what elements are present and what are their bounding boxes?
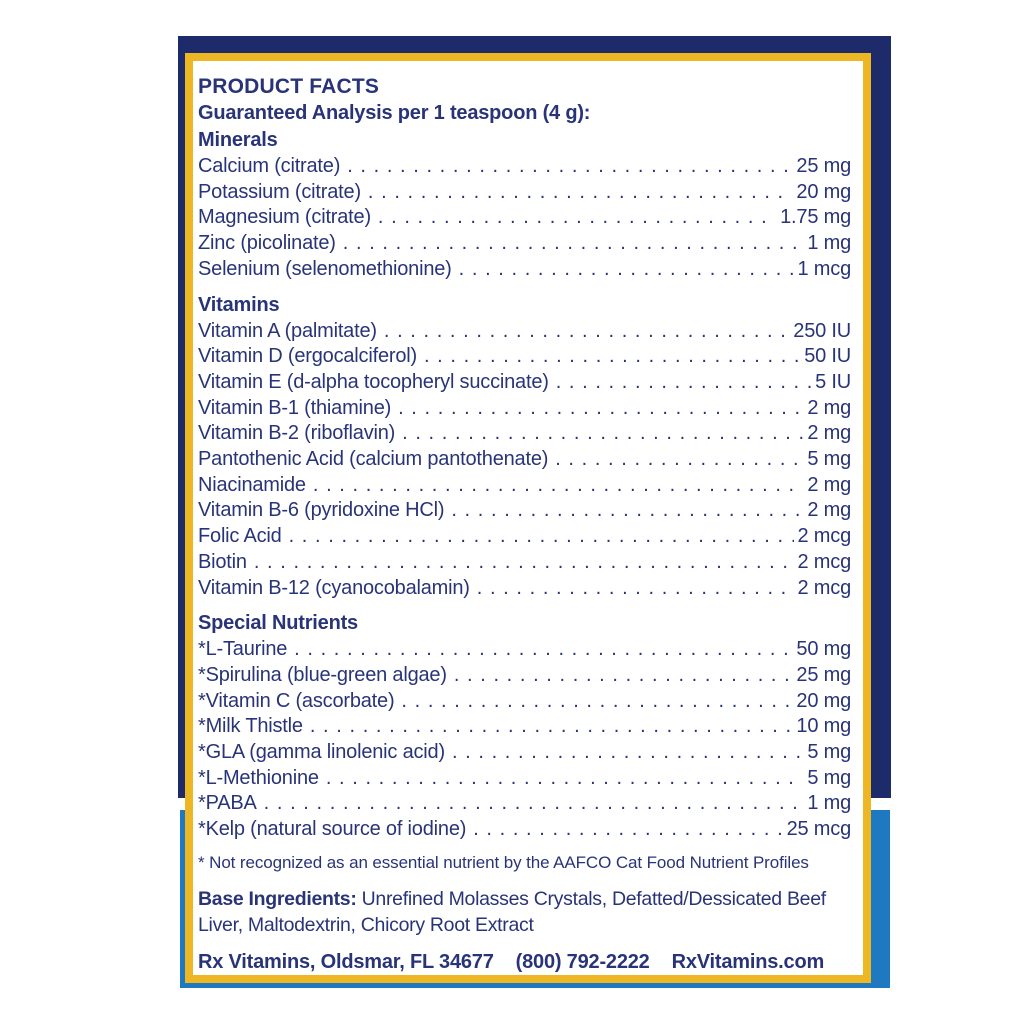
nutrient-label: Selenium (selenomethionine) — [198, 257, 452, 280]
nutrient-value: 1.75 mg — [780, 206, 851, 229]
nutrient-label: Vitamin B-2 (riboflavin) — [198, 422, 396, 445]
nutrient-row — [198, 205, 851, 231]
nutrient-row — [198, 421, 851, 447]
nutrient-row — [198, 447, 851, 473]
manufacturer-address: Rx Vitamins, Oldsmar, FL 34677 — [198, 950, 494, 973]
nutrient-row — [198, 740, 851, 766]
nutrient-label: Vitamin B-6 (pyridoxine HCl) — [198, 499, 445, 522]
nutrient-row — [198, 663, 851, 689]
nutrient-value: 5 mg — [807, 448, 851, 471]
nutrient-row — [198, 231, 851, 257]
nutrient-row — [198, 498, 851, 524]
nutrient-label: Potassium (citrate) — [198, 180, 361, 203]
nutrient-value: 2 mg — [807, 473, 851, 496]
nutrient-value: 2 mcg — [797, 576, 851, 599]
base-ingredients-label: Base Ingredients: — [198, 887, 357, 910]
nutrient-value: 1 mg — [807, 232, 851, 255]
nutrient-label: *L-Methionine — [198, 766, 319, 789]
nutrient-label: Folic Acid — [198, 525, 282, 548]
nutrient-value: 5 mg — [807, 766, 851, 789]
dot-leader — [555, 447, 803, 473]
nutrient-row — [198, 766, 851, 792]
nutrient-label: *GLA (gamma linolenic acid) — [198, 741, 445, 764]
nutrient-row — [198, 344, 851, 370]
nutrient-value: 50 mg — [796, 638, 851, 661]
manufacturer-phone: (800) 792-2222 — [515, 950, 650, 973]
nutrient-row — [198, 180, 851, 206]
section-rows — [198, 319, 851, 602]
nutrient-value: 1 mcg — [797, 257, 851, 280]
dot-leader — [477, 576, 794, 602]
nutrient-value: 5 mg — [807, 741, 851, 764]
dot-leader — [254, 550, 794, 576]
nutrient-row — [198, 714, 851, 740]
nutrient-value: 2 mcg — [797, 550, 851, 573]
nutrient-label: *Spirulina (blue-green algae) — [198, 663, 447, 686]
nutrient-value: 2 mg — [807, 396, 851, 419]
nutrient-row — [198, 576, 851, 602]
dot-leader — [473, 817, 782, 843]
dot-leader — [452, 740, 803, 766]
base-ingredients-text: Unrefined Molasses Crystals, Defatted/Dessicated Beef Liver, Maltodextrin, Chicory Root Extract — [198, 887, 826, 936]
nutrient-value: 50 IU — [804, 345, 851, 368]
dot-leader — [378, 205, 776, 231]
nutrient-row — [198, 257, 851, 283]
nutrient-value: 2 mcg — [797, 525, 851, 548]
nutrient-sections — [198, 127, 851, 843]
nutrient-row — [198, 154, 851, 180]
nutrient-label: Vitamin A (palmitate) — [198, 319, 377, 342]
section-header: Minerals — [198, 129, 278, 151]
nutrient-value: 25 mg — [796, 663, 851, 686]
dot-leader — [454, 663, 793, 689]
dot-leader — [310, 714, 793, 740]
nutrient-label: Magnesium (citrate) — [198, 206, 371, 229]
nutrient-label: Vitamin B-12 (cyanocobalamin) — [198, 576, 470, 599]
nutrient-value: 2 mg — [807, 422, 851, 445]
nutrient-label: *Kelp (natural source of iodine) — [198, 818, 467, 841]
nutrient-value: 20 mg — [796, 689, 851, 712]
product-facts-panel — [185, 53, 871, 983]
nutrient-value: 250 IU — [793, 319, 851, 342]
nutrient-label: *PABA — [198, 792, 257, 815]
manufacturer-info — [198, 949, 851, 975]
nutrient-row — [198, 524, 851, 550]
nutrient-label: Calcium (citrate) — [198, 155, 341, 177]
dot-leader — [451, 498, 803, 524]
nutrient-value: 1 mg — [807, 792, 851, 815]
nutrient-label: Pantothenic Acid (calcium pantothenate) — [198, 448, 549, 471]
nutrient-section — [198, 610, 851, 843]
nutrient-value: 25 mg — [796, 155, 851, 177]
nutrient-value: 25 mcg — [786, 818, 851, 841]
dot-leader — [398, 396, 803, 422]
nutrient-row — [198, 473, 851, 499]
dot-leader — [384, 319, 789, 345]
dot-leader — [556, 370, 811, 396]
dot-leader — [347, 154, 792, 180]
nutrient-value: 10 mg — [796, 715, 851, 738]
dot-leader — [343, 231, 804, 257]
dot-leader — [424, 344, 800, 370]
dot-leader — [326, 766, 804, 792]
nutrient-row — [198, 791, 851, 817]
aafco-footnote: * Not recognized as an essential nutrient by the AAFCO Cat Food Nutrient Profiles — [198, 852, 809, 872]
nutrient-section — [198, 127, 851, 283]
dot-leader — [368, 180, 792, 206]
manufacturer-website: RxVitamins.com — [671, 950, 825, 973]
section-rows — [198, 637, 851, 843]
nutrient-row — [198, 637, 851, 663]
nutrient-row — [198, 550, 851, 576]
section-rows — [198, 154, 851, 283]
dot-leader — [402, 421, 803, 447]
dot-leader — [294, 637, 792, 663]
nutrient-value: 5 IU — [815, 370, 851, 393]
nutrient-label: Niacinamide — [198, 473, 306, 496]
nutrient-section — [198, 292, 851, 602]
dot-leader — [313, 473, 803, 499]
section-header: Vitamins — [198, 293, 280, 316]
dot-leader — [401, 689, 792, 715]
section-header: Special Nutrients — [198, 612, 358, 635]
dot-leader — [289, 524, 794, 550]
nutrient-label: Biotin — [198, 550, 247, 573]
nutrient-value: 2 mg — [807, 499, 851, 522]
nutrient-value: 20 mg — [796, 180, 851, 203]
nutrient-row — [198, 396, 851, 422]
nutrient-row — [198, 817, 851, 843]
nutrient-label: Vitamin E (d-alpha tocopheryl succinate) — [198, 370, 549, 393]
dot-leader — [264, 791, 804, 817]
nutrient-label: Vitamin B-1 (thiamine) — [198, 396, 392, 419]
base-ingredients — [198, 886, 851, 938]
nutrient-row — [198, 689, 851, 715]
nutrient-label: Vitamin D (ergocalciferol) — [198, 345, 417, 368]
dot-leader — [459, 257, 794, 283]
nutrient-label: *L-Taurine — [198, 638, 288, 661]
nutrient-row — [198, 319, 851, 345]
nutrient-label: Zinc (picolinate) — [198, 232, 336, 255]
nutrient-row — [198, 370, 851, 396]
guaranteed-analysis-heading: Guaranteed Analysis per 1 teaspoon (4 g): — [198, 102, 591, 124]
nutrient-label: *Vitamin C (ascorbate) — [198, 689, 395, 712]
product-facts-title: PRODUCT FACTS — [198, 75, 380, 98]
nutrient-label: *Milk Thistle — [198, 715, 303, 738]
